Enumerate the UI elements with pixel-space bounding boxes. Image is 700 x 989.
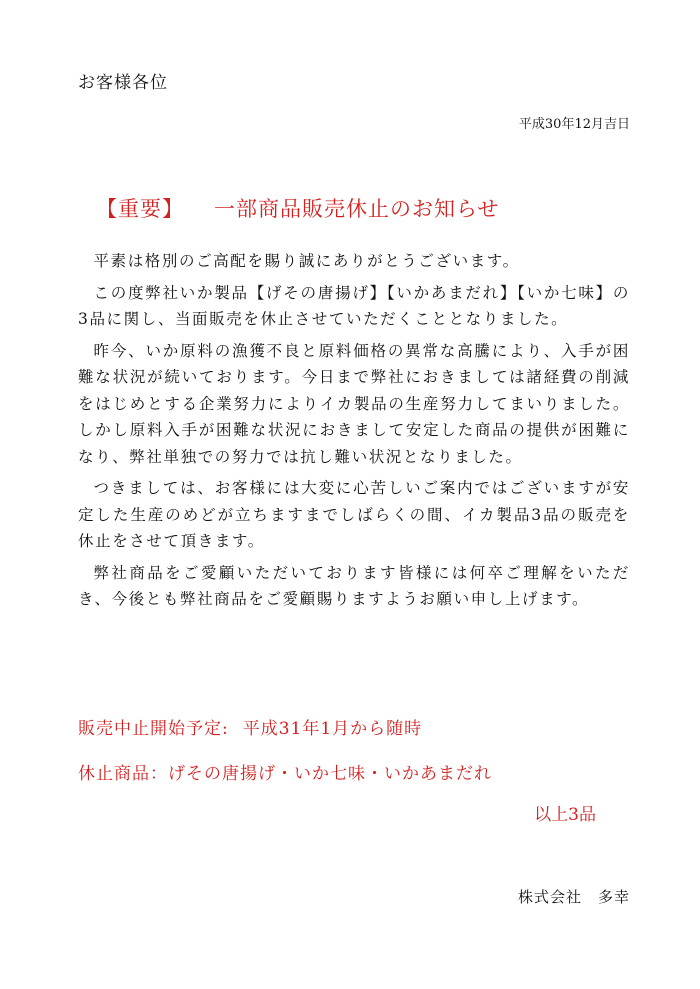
title-importance-tag: 【重要】 xyxy=(96,197,184,221)
paragraph-closing: 弊社商品をご愛顧いただいております皆様には何卒ご理解をいただき、今後とも弊社商品をご愛顧賜りますようお願い申し上げます。 xyxy=(78,563,630,608)
paragraph-suspension: つきましては、お客様には大変に心苦しいご案内ではございますが安定した生産のめどが立ちますまでしばらくの間、イカ製品3品の販売を休止をさせて頂きます。 xyxy=(78,479,630,550)
paragraph-greeting: 平素は格別のご高配を賜り誠にありがとうございます。 xyxy=(93,252,520,270)
paragraph-announcement: この度弊社いか製品【げその唐揚げ】【いかあまだれ】【いか七味】の3品に関し、当面販売を休止させていただくこととなりました。 xyxy=(78,283,630,328)
suspended-items-label: 休止商品： xyxy=(78,764,168,784)
paragraph-reason: 昨今、いか原料の漁獲不良と原料価格の異常な高騰により、入手が困難な状況が続いております。今日まで弊社におきましては諸経費の削減をはじめとする企業努力によりイカ製品の生産努力してまいりました。しかし原料入手が困難な状況におきまして安定した商品の提供が困難になり、弊社単独での努力では抗し難い状況となりました。 xyxy=(78,341,630,466)
suspended-items-line xyxy=(78,759,492,784)
document-date: 平成30年12月吉日 xyxy=(518,117,630,132)
salutation: お客様各位 xyxy=(78,73,168,93)
suspension-start-label: 販売中止開始予定: xyxy=(78,719,229,739)
suspended-items-value: げその唐揚げ・いか七味・いかあまだれ xyxy=(168,764,492,784)
company-signature: 株式会社 多幸 xyxy=(517,888,630,906)
items-total: 以上3品 xyxy=(534,805,596,825)
title-text: 一部商品販売休止のお知らせ xyxy=(214,197,500,221)
suspension-start-line xyxy=(78,714,422,739)
notice-title xyxy=(96,193,499,223)
suspension-start-value: 平成31年1月から随時 xyxy=(242,719,423,739)
notice-body xyxy=(78,248,630,618)
